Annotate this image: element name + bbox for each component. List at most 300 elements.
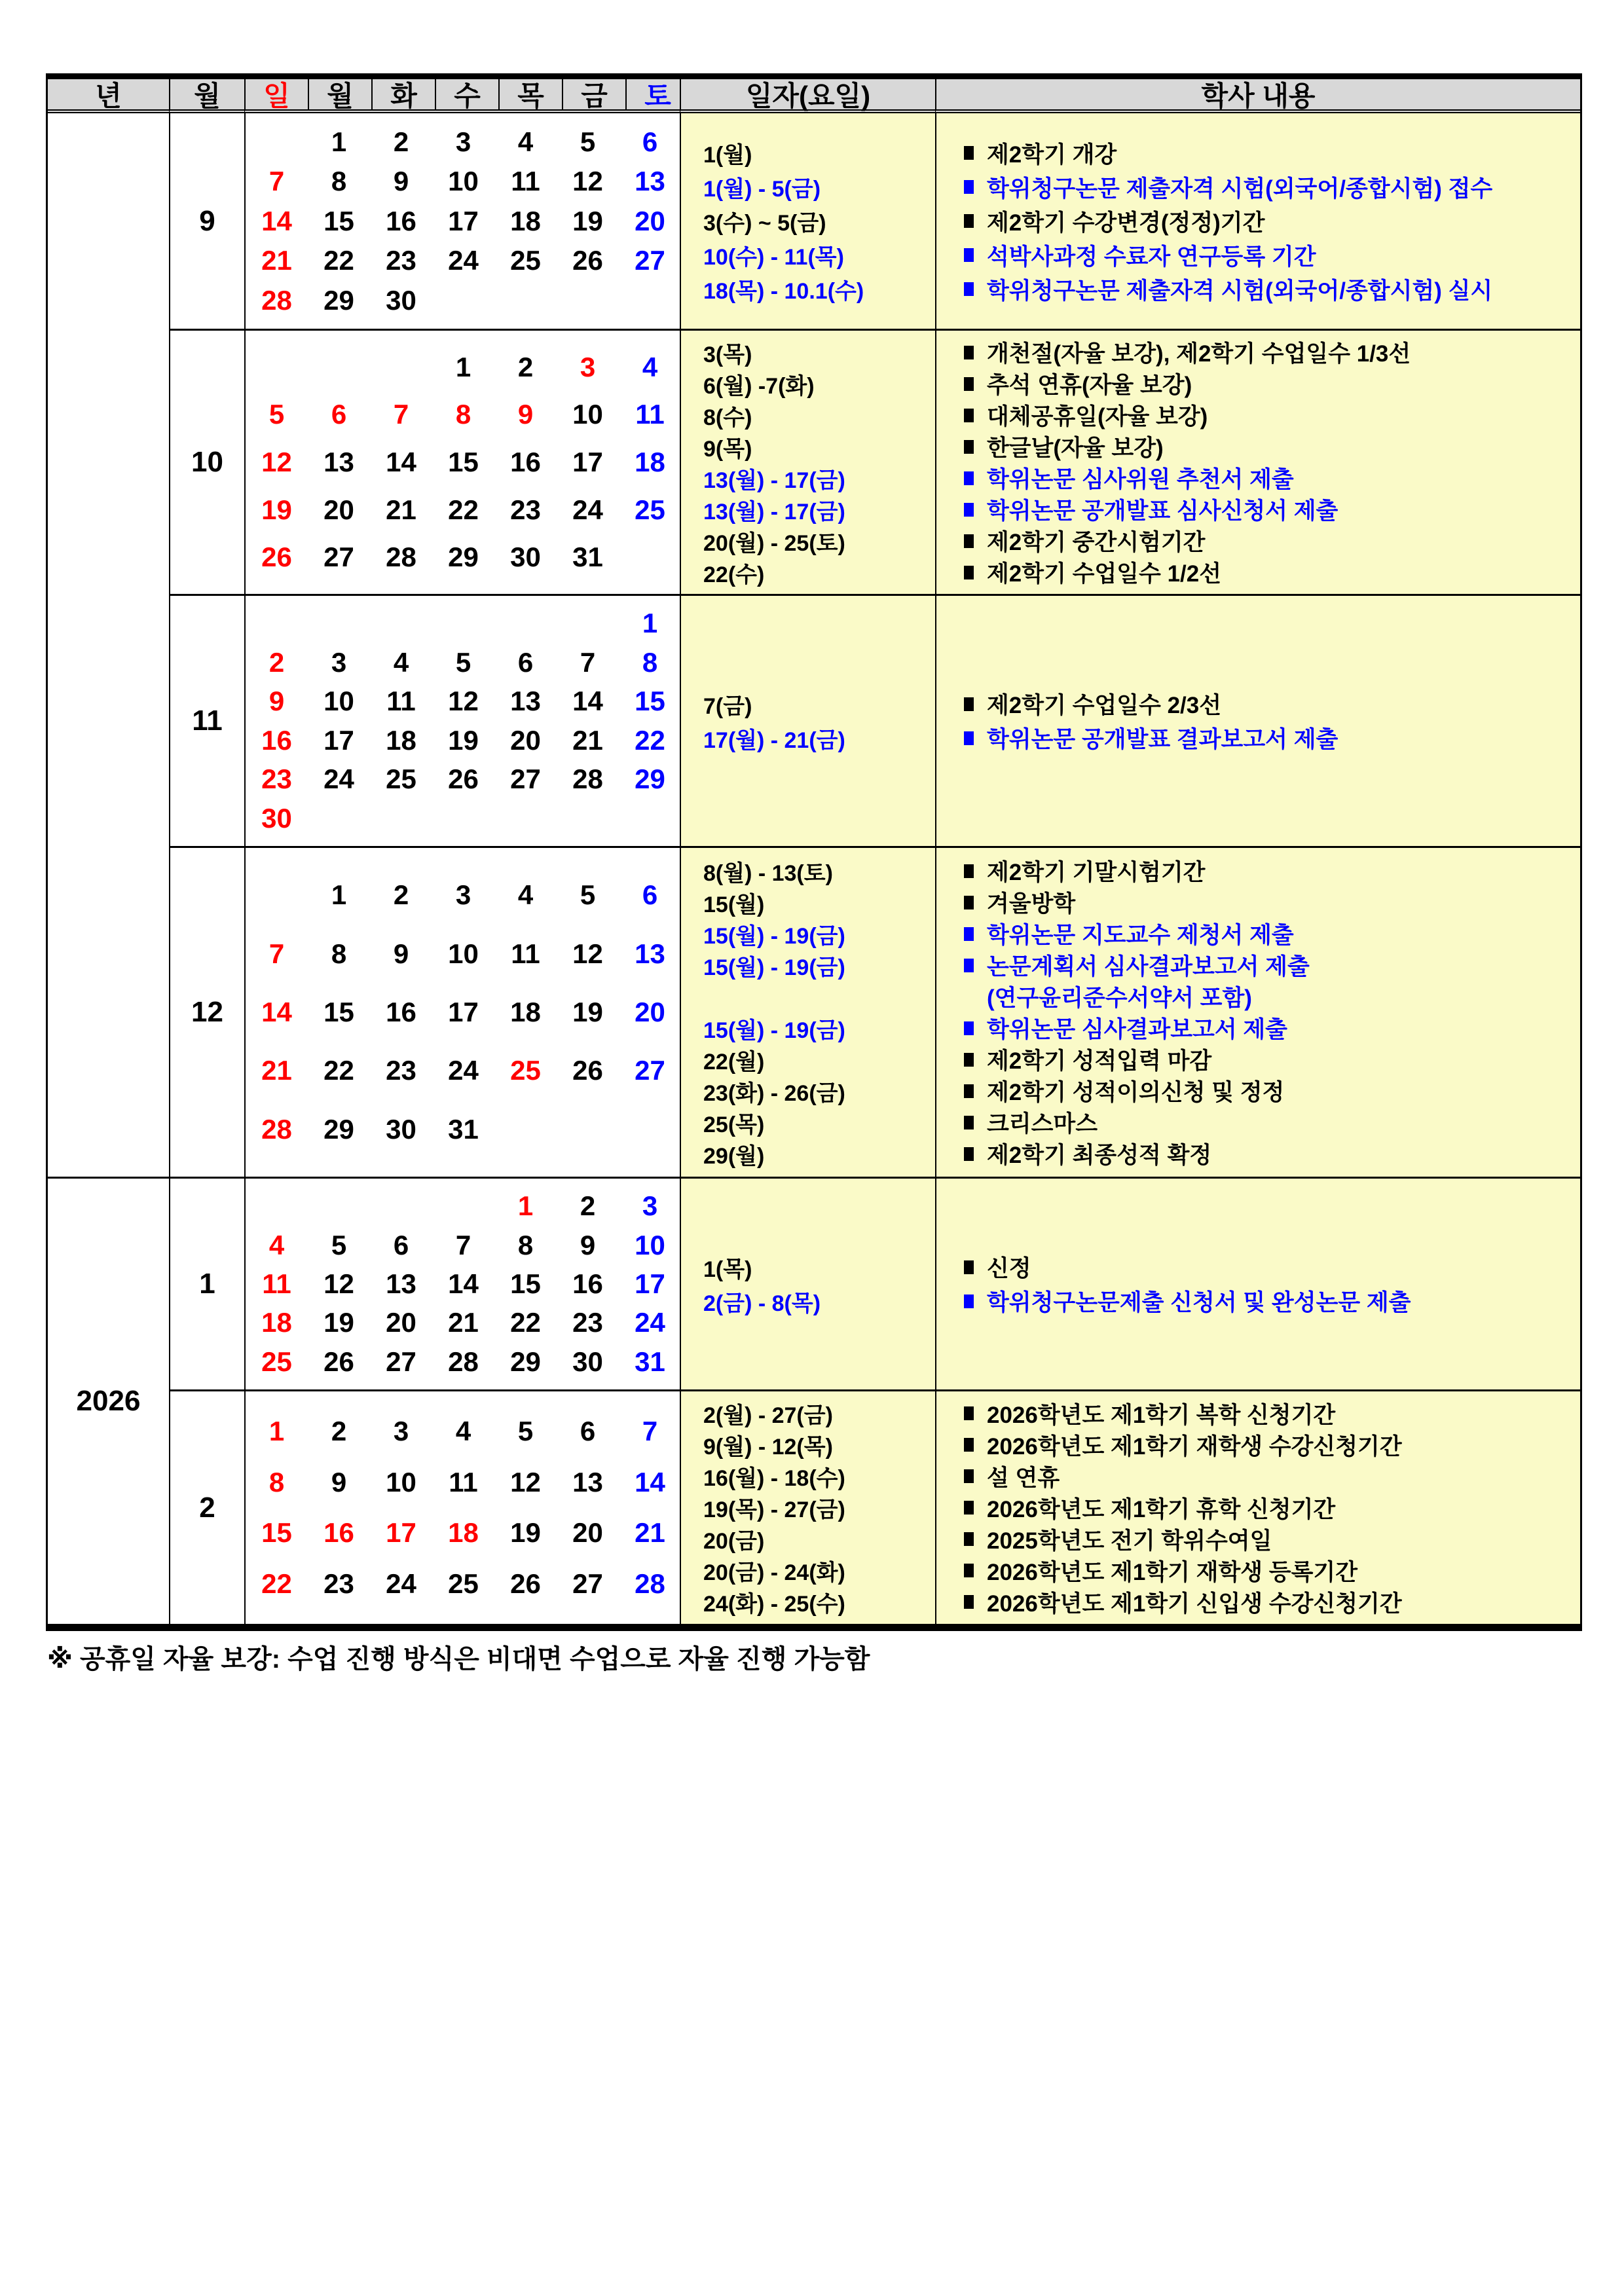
calendar-day <box>494 287 557 314</box>
bullet-square-icon <box>964 1595 974 1609</box>
calendar-week <box>246 724 680 756</box>
footnote: ※ 공휴일 자율 보강: 수업 진행 방식은 비대면 수업으로 자율 진행 가능함 <box>47 1645 870 1674</box>
calendar-day: 21 <box>448 1307 479 1338</box>
calendar-week <box>246 496 680 524</box>
calendar-day: 22 <box>323 1055 354 1086</box>
event-date: 19(목) - 27(금) <box>703 1497 845 1522</box>
calendar-day: 2 <box>517 351 534 382</box>
event-entry <box>936 687 1580 721</box>
event-entry <box>936 1524 1580 1555</box>
event-text: 설 연휴 <box>987 1465 1060 1491</box>
calendar-day: 7 <box>393 399 409 430</box>
calendar-day <box>246 1192 308 1220</box>
calendar-day: 9 <box>517 399 534 430</box>
event-date: 13(월) - 17(금) <box>703 499 845 524</box>
calendar-week <box>246 1415 680 1446</box>
event-entry <box>936 1250 1580 1284</box>
event-date: 1(월) - 5(금) <box>703 177 821 202</box>
event-date: 15(월) <box>703 892 765 917</box>
bullet-square-icon <box>964 1532 974 1546</box>
calendar-day: 25 <box>635 494 665 525</box>
event-date: 20(금) - 24(화) <box>703 1560 845 1585</box>
calendar-day: 30 <box>386 284 416 316</box>
calendar-week <box>246 543 680 571</box>
calendar-day: 26 <box>323 1346 354 1377</box>
event-date: 20(월) - 25(토) <box>703 530 845 556</box>
calendar-day: 9 <box>580 1229 596 1260</box>
calendar-day: 1 <box>331 126 347 157</box>
event-date: 15(월) - 19(금) <box>703 955 845 980</box>
bullet-square-icon <box>964 731 974 745</box>
event-text: 겨울방학 <box>987 891 1076 917</box>
calendar-day: 1 <box>455 351 471 382</box>
event-date: 13(월) - 17(금) <box>703 468 845 493</box>
calendar-day <box>619 805 681 832</box>
bullet-square-icon <box>964 440 974 454</box>
calendar-day: 16 <box>386 996 416 1027</box>
event-text: 제2학기 성적입력 마감 <box>987 1048 1212 1074</box>
event-date: 15(월) - 19(금) <box>703 1018 845 1043</box>
event-entry <box>936 494 1580 525</box>
calendar-day: 21 <box>261 1055 292 1086</box>
calendar-day: 12 <box>510 1466 541 1497</box>
event-text: 학위논문 공개발표 결과보고서 제출 <box>987 727 1338 752</box>
bullet-square-icon <box>964 1147 974 1161</box>
calendar-week <box>246 401 680 428</box>
event-entry <box>936 1138 1580 1169</box>
calendar-day: 25 <box>510 245 541 276</box>
event-date-column <box>680 331 935 596</box>
calendar-day: 12 <box>448 686 479 717</box>
calendar-week <box>246 351 680 382</box>
calendar-day: 9 <box>393 938 409 969</box>
event-entry <box>936 337 1580 368</box>
event-date: 6(월) -7(화) <box>703 373 815 399</box>
event-date: 16(월) - 18(수) <box>703 1466 845 1491</box>
event-content-column <box>935 113 1580 331</box>
month-label: 11 <box>169 596 244 848</box>
calendar-day: 19 <box>572 205 603 236</box>
bullet-square-icon <box>964 1406 974 1420</box>
event-entry <box>936 1461 1580 1492</box>
event-date: 10(수) - 11(목) <box>703 245 844 270</box>
event-entry <box>936 887 1580 918</box>
event-entry <box>936 1044 1580 1075</box>
month-calendar <box>244 596 680 848</box>
month-calendar <box>244 113 680 331</box>
event-text: 학위청구논문제출 신청서 및 완성논문 제출 <box>987 1290 1411 1315</box>
event-entry <box>936 1587 1580 1618</box>
event-date: 23(화) - 26(금) <box>703 1080 845 1106</box>
month-calendar <box>244 1391 680 1624</box>
bullet-square-icon <box>964 503 974 517</box>
event-date-column <box>680 596 935 848</box>
calendar-week <box>246 1192 680 1220</box>
bullet-square-icon <box>964 146 974 160</box>
year-label: 2026 <box>76 1385 141 1417</box>
calendar-day: 23 <box>261 763 292 795</box>
calendar-day: 5 <box>331 1229 347 1260</box>
calendar-day: 26 <box>572 245 603 276</box>
calendar-day: 19 <box>448 724 479 756</box>
event-date-column <box>680 1391 935 1624</box>
calendar-day: 16 <box>572 1268 603 1299</box>
calendar-day: 26 <box>448 763 479 795</box>
calendar-day: 23 <box>386 1055 416 1086</box>
event-date: 7(금) <box>703 693 752 719</box>
event-text: 학위논문 심사위원 추천서 제출 <box>987 467 1294 492</box>
calendar-day: 17 <box>635 1268 665 1299</box>
event-text: 추석 연휴(자율 보강) <box>987 373 1192 398</box>
calendar-day: 23 <box>510 494 541 525</box>
event-date: 1(월) <box>703 143 752 168</box>
calendar-day: 10 <box>323 686 354 717</box>
month-label: 12 <box>169 848 244 1179</box>
calendar-day: 25 <box>510 1055 541 1086</box>
calendar-day: 4 <box>517 879 534 911</box>
event-text: 제2학기 성적이의신청 및 정정 <box>987 1080 1285 1105</box>
calendar-day: 10 <box>448 938 479 969</box>
event-text: 한글날(자율 보강) <box>987 435 1164 461</box>
bullet-square-icon <box>964 1469 974 1483</box>
calendar-day: 29 <box>510 1346 541 1377</box>
bullet-square-icon <box>964 471 974 485</box>
calendar-day: 19 <box>323 1307 354 1338</box>
bullet-square-icon <box>964 1294 974 1308</box>
calendar-day: 20 <box>386 1307 416 1338</box>
event-entry <box>936 1429 1580 1461</box>
event-entry <box>936 204 1580 238</box>
calendar-day: 11 <box>511 166 540 196</box>
header-content-column: 학사 내용 <box>935 79 1580 113</box>
calendar-day <box>370 354 432 381</box>
calendar-day: 16 <box>323 1517 354 1549</box>
calendar-week <box>246 1466 680 1497</box>
calendar-day: 13 <box>635 166 665 196</box>
calendar-day: 13 <box>323 446 354 477</box>
event-text: 2025학년도 전기 학위수여일 <box>987 1528 1272 1554</box>
calendar-day: 2 <box>268 646 285 678</box>
calendar-week <box>246 1570 680 1598</box>
calendar-day: 27 <box>386 1346 416 1377</box>
calendar-day: 18 <box>510 205 541 236</box>
calendar-day: 14 <box>261 205 292 236</box>
calendar-day: 28 <box>572 763 603 795</box>
event-text: 학위청구논문 제출자격 시험(외국어/종합시험) 접수 <box>987 175 1493 202</box>
calendar-day: 15 <box>323 996 354 1027</box>
calendar-day: 25 <box>261 1346 292 1377</box>
calendar-week <box>246 1057 680 1084</box>
bullet-square-icon <box>964 534 974 548</box>
event-date <box>681 981 935 1012</box>
calendar-day <box>308 1192 370 1220</box>
calendar-day: 30 <box>510 542 541 573</box>
calendar-day: 30 <box>261 802 292 834</box>
calendar-day: 22 <box>261 1568 292 1600</box>
bullet-square-icon <box>964 1053 974 1067</box>
calendar-day: 2 <box>580 1190 596 1222</box>
event-date: 22(수) <box>703 562 765 587</box>
calendar-day: 25 <box>448 1568 479 1600</box>
calendar-day <box>557 1116 619 1143</box>
month-label: 10 <box>169 331 244 596</box>
calendar-day: 17 <box>386 1517 416 1549</box>
bullet-square-icon <box>964 1021 974 1035</box>
calendar-day: 28 <box>448 1346 479 1377</box>
bullet-square-icon <box>964 1084 974 1098</box>
calendar-day: 12 <box>572 166 603 196</box>
calendar-day: 6 <box>642 126 658 157</box>
calendar-day: 3 <box>580 351 596 382</box>
calendar-day: 26 <box>261 542 292 573</box>
calendar-day <box>619 543 681 571</box>
calendar-day: 21 <box>386 494 416 525</box>
calendar-day: 6 <box>331 399 347 430</box>
calendar-day: 11 <box>262 1268 291 1299</box>
month-label: 2 <box>169 1391 244 1624</box>
event-text: 제2학기 수업일수 1/2선 <box>987 561 1222 587</box>
calendar-week <box>246 1229 680 1260</box>
event-text: 2026학년도 제1학기 재학생 등록기간 <box>987 1559 1358 1585</box>
calendar-week <box>246 1348 680 1376</box>
event-date: 3(목) <box>703 342 752 367</box>
calendar-day: 25 <box>386 763 416 795</box>
header-date-column: 일자(요일) <box>680 79 935 113</box>
calendar-day: 15 <box>261 1517 292 1549</box>
calendar-day: 23 <box>386 245 416 276</box>
calendar-day: 24 <box>323 763 354 795</box>
event-text: 대체공휴일(자율 보강) <box>987 404 1208 430</box>
calendar-day: 28 <box>261 284 292 316</box>
calendar-day: 21 <box>635 1517 665 1549</box>
event-date: 9(목) <box>703 436 752 462</box>
calendar-day <box>308 354 370 381</box>
event-date: 2(금) - 8(목) <box>703 1291 821 1316</box>
bullet-square-icon <box>964 927 974 941</box>
calendar-day: 27 <box>323 542 354 573</box>
calendar-day: 6 <box>517 646 534 678</box>
calendar-week <box>246 128 680 156</box>
calendar-day <box>370 1192 432 1220</box>
header-month: 월 <box>169 79 244 113</box>
calendar-day: 13 <box>635 938 665 969</box>
calendar-day: 18 <box>261 1307 292 1338</box>
calendar-day: 29 <box>323 284 354 316</box>
bullet-square-icon <box>964 1116 974 1129</box>
event-date: 15(월) - 19(금) <box>703 923 845 949</box>
calendar-week <box>246 802 680 834</box>
event-date: 25(목) <box>703 1112 765 1137</box>
calendar-day: 5 <box>580 126 596 157</box>
calendar-day: 16 <box>261 724 292 756</box>
calendar-day: 8 <box>517 1229 534 1260</box>
calendar-day: 31 <box>448 1113 479 1145</box>
calendar-day <box>246 128 308 156</box>
event-date-column <box>680 848 935 1179</box>
event-text: 학위논문 공개발표 심사신청서 제출 <box>987 498 1338 524</box>
calendar-day: 29 <box>635 763 665 795</box>
academic-calendar-table <box>46 73 1582 1631</box>
calendar-day: 15 <box>635 686 665 717</box>
event-entry <box>936 949 1580 981</box>
calendar-day: 21 <box>572 724 603 756</box>
event-entry <box>936 855 1580 887</box>
event-date: 8(수) <box>703 405 752 430</box>
event-date: 9(월) - 12(목) <box>703 1435 833 1460</box>
calendar-day: 15 <box>510 1268 541 1299</box>
calendar-day: 20 <box>510 724 541 756</box>
event-text: 2026학년도 제1학기 재학생 수강신청기간 <box>987 1433 1402 1460</box>
calendar-day <box>619 1116 681 1143</box>
calendar-day: 6 <box>642 879 658 911</box>
event-text: 논문계획서 심사결과보고서 제출 <box>987 954 1310 980</box>
calendar-day: 28 <box>261 1113 292 1145</box>
calendar-day: 20 <box>635 996 665 1027</box>
calendar-day: 24 <box>386 1568 416 1600</box>
calendar-day: 28 <box>386 542 416 573</box>
calendar-day: 16 <box>386 205 416 236</box>
calendar-week <box>246 881 680 909</box>
calendar-day: 15 <box>448 446 479 477</box>
calendar-day: 22 <box>635 724 665 756</box>
calendar-day: 18 <box>448 1517 479 1549</box>
event-entry <box>936 136 1580 170</box>
calendar-day: 19 <box>572 996 603 1027</box>
calendar-week <box>246 1519 680 1547</box>
calendar-day: 4 <box>268 1229 285 1260</box>
event-text: 크리스마스 <box>987 1111 1098 1137</box>
month-calendar <box>244 1179 680 1391</box>
event-text: 제2학기 수업일수 2/3선 <box>987 693 1222 718</box>
calendar-day: 22 <box>510 1307 541 1338</box>
calendar-day: 2 <box>393 126 409 157</box>
calendar-day: 3 <box>331 646 347 678</box>
bullet-square-icon <box>964 864 974 878</box>
calendar-day <box>557 805 619 832</box>
calendar-day: 27 <box>635 1055 665 1086</box>
event-entry <box>936 170 1580 204</box>
bullet-square-icon <box>964 248 974 262</box>
calendar-week <box>246 996 680 1027</box>
event-entry <box>936 368 1580 399</box>
event-entry <box>936 462 1580 494</box>
calendar-week <box>246 688 680 715</box>
calendar-day: 14 <box>448 1268 479 1299</box>
event-text: 학위논문 지도교수 제청서 제출 <box>987 923 1294 948</box>
calendar-day: 7 <box>455 1229 471 1260</box>
weekday-header: 목 <box>498 79 562 109</box>
calendar-day: 16 <box>510 446 541 477</box>
calendar-day: 31 <box>635 1346 665 1377</box>
calendar-day: 6 <box>580 1415 596 1446</box>
calendar-day: 8 <box>642 646 658 678</box>
calendar-day: 28 <box>635 1568 665 1600</box>
bullet-square-icon <box>964 346 974 359</box>
calendar-day: 14 <box>572 686 603 717</box>
month-label: 9 <box>169 113 244 331</box>
bullet-square-icon <box>964 1260 974 1274</box>
calendar-day <box>308 610 370 637</box>
event-date: 2(월) - 27(금) <box>703 1403 833 1428</box>
month-calendar <box>244 848 680 1179</box>
calendar-day: 18 <box>386 724 416 756</box>
calendar-day <box>494 1116 557 1143</box>
calendar-day: 12 <box>323 1268 354 1299</box>
event-entry <box>936 1284 1580 1318</box>
calendar-day: 3 <box>455 879 471 911</box>
calendar-day: 24 <box>448 1055 479 1086</box>
calendar-day: 3 <box>393 1415 409 1446</box>
calendar-day: 10 <box>448 166 479 196</box>
calendar-day <box>557 287 619 314</box>
calendar-day <box>246 610 308 637</box>
event-entry <box>936 272 1580 306</box>
event-date: 24(화) - 25(수) <box>703 1592 845 1617</box>
calendar-day: 1 <box>268 1415 285 1446</box>
calendar-day: 27 <box>635 245 665 276</box>
calendar-day: 1 <box>642 608 658 639</box>
event-entry <box>936 431 1580 462</box>
event-entry <box>936 918 1580 949</box>
calendar-week <box>246 1113 680 1145</box>
calendar-day <box>432 610 494 637</box>
calendar-week <box>246 284 680 316</box>
calendar-day <box>494 610 557 637</box>
bullet-square-icon <box>964 214 974 228</box>
calendar-day: 29 <box>448 542 479 573</box>
calendar-day: 18 <box>635 446 665 477</box>
calendar-day: 10 <box>386 1466 416 1497</box>
event-date: 20(금) <box>703 1529 765 1554</box>
event-text: 제2학기 기말시험기간 <box>987 860 1206 885</box>
event-date: 18(목) - 10.1(수) <box>703 279 864 304</box>
event-entry <box>936 1492 1580 1524</box>
calendar-day: 30 <box>386 1113 416 1145</box>
bullet-square-icon <box>964 566 974 579</box>
calendar-day: 26 <box>572 1055 603 1086</box>
calendar-day <box>557 610 619 637</box>
calendar-day: 30 <box>572 1346 603 1377</box>
calendar-day: 7 <box>268 166 285 196</box>
header-year: 년 <box>48 79 169 113</box>
month-calendar <box>244 331 680 596</box>
calendar-day: 4 <box>642 351 658 382</box>
weekday-header: 일 <box>263 81 290 111</box>
bullet-square-icon <box>964 959 974 972</box>
event-date-column <box>680 113 935 331</box>
event-text: 학위청구논문 제출자격 시험(외국어/종합시험) 실시 <box>987 278 1493 304</box>
event-date: 29(월) <box>703 1143 765 1169</box>
event-text: 2026학년도 제1학기 휴학 신청기간 <box>987 1496 1336 1522</box>
bullet-square-icon <box>964 1564 974 1577</box>
calendar-day: 20 <box>635 205 665 236</box>
calendar-day <box>370 805 432 832</box>
event-entry <box>936 399 1580 431</box>
calendar-day: 2 <box>393 879 409 911</box>
weekday-header: 금 <box>562 79 625 109</box>
bullet-square-icon <box>964 697 974 711</box>
calendar-day: 24 <box>635 1307 665 1338</box>
calendar-day: 18 <box>510 996 541 1027</box>
calendar-day: 11 <box>635 399 665 430</box>
calendar-day: 14 <box>635 1466 665 1497</box>
month-label: 1 <box>169 1179 244 1391</box>
calendar-day <box>370 610 432 637</box>
weekday-header: 수 <box>435 79 498 109</box>
calendar-day: 20 <box>572 1517 603 1549</box>
calendar-day: 3 <box>642 1190 658 1222</box>
calendar-day: 10 <box>572 399 603 430</box>
